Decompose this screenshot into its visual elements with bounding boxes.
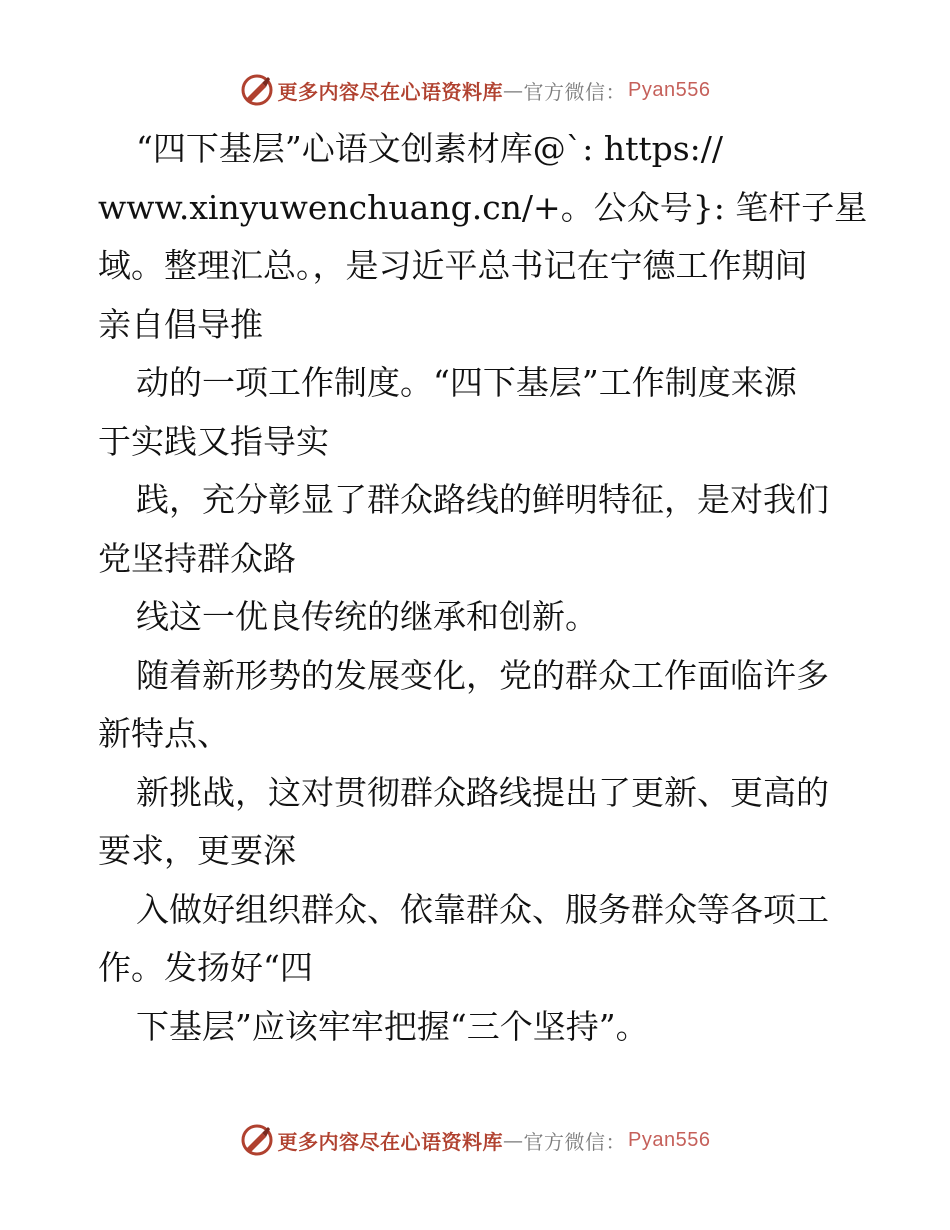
- footer-separator: —: [503, 1128, 524, 1152]
- body-line: 域。整理汇总。，是习近平总书记在宁德工作期间: [98, 246, 808, 285]
- body-line: 入做好组织群众、依靠群众、服务群众等各项工: [136, 889, 829, 929]
- header-contact-label: 官方微信：: [523, 79, 627, 104]
- header-contact-handle: Pyan556: [628, 78, 711, 101]
- quill-logo-icon: [240, 73, 274, 107]
- body-line: 新特点、: [98, 714, 230, 753]
- body-line: 线这一优良传统的继承和创新。: [136, 597, 598, 636]
- body-line: 下基层”应该牢牢把握“三个坚持”。: [136, 1006, 649, 1046]
- body-line: “四下基层”心语文创素材库@`: https://: [136, 129, 724, 168]
- body-line: 践，充分彰显了群众路线的鲜明特征，是对我们: [136, 480, 829, 519]
- footer-contact-handle: Pyan556: [628, 1128, 711, 1151]
- header-separator: —: [503, 78, 524, 102]
- footer-contact-label: 官方微信：: [523, 1129, 627, 1154]
- document-body: [98, 120, 868, 1056]
- body-line: 作。发扬好“四: [98, 948, 313, 987]
- footer-brand: 更多内容尽在心语资料库: [277, 1129, 504, 1154]
- body-line: 于实践又指导实: [98, 421, 329, 461]
- body-line: 要求，更要深: [98, 831, 296, 870]
- body-line: 党坚持群众路: [98, 538, 296, 578]
- quill-logo-icon: [240, 1123, 274, 1157]
- header-watermark: [0, 70, 950, 110]
- footer-watermark: [0, 1120, 950, 1160]
- header-brand: 更多内容尽在心语资料库: [277, 79, 504, 104]
- body-line: www.xinyuwenchuang.cn/+。公众号}: 笔杆子星: [98, 187, 868, 227]
- body-line: 动的一项工作制度。“四下基层”工作制度来源: [136, 363, 797, 402]
- body-line: 随着新形势的发展变化，党的群众工作面临许多: [136, 655, 829, 695]
- body-line: 新挑战，这对贯彻群众路线提出了更新、更高的: [136, 772, 829, 812]
- body-line: 亲自倡导推: [98, 304, 263, 344]
